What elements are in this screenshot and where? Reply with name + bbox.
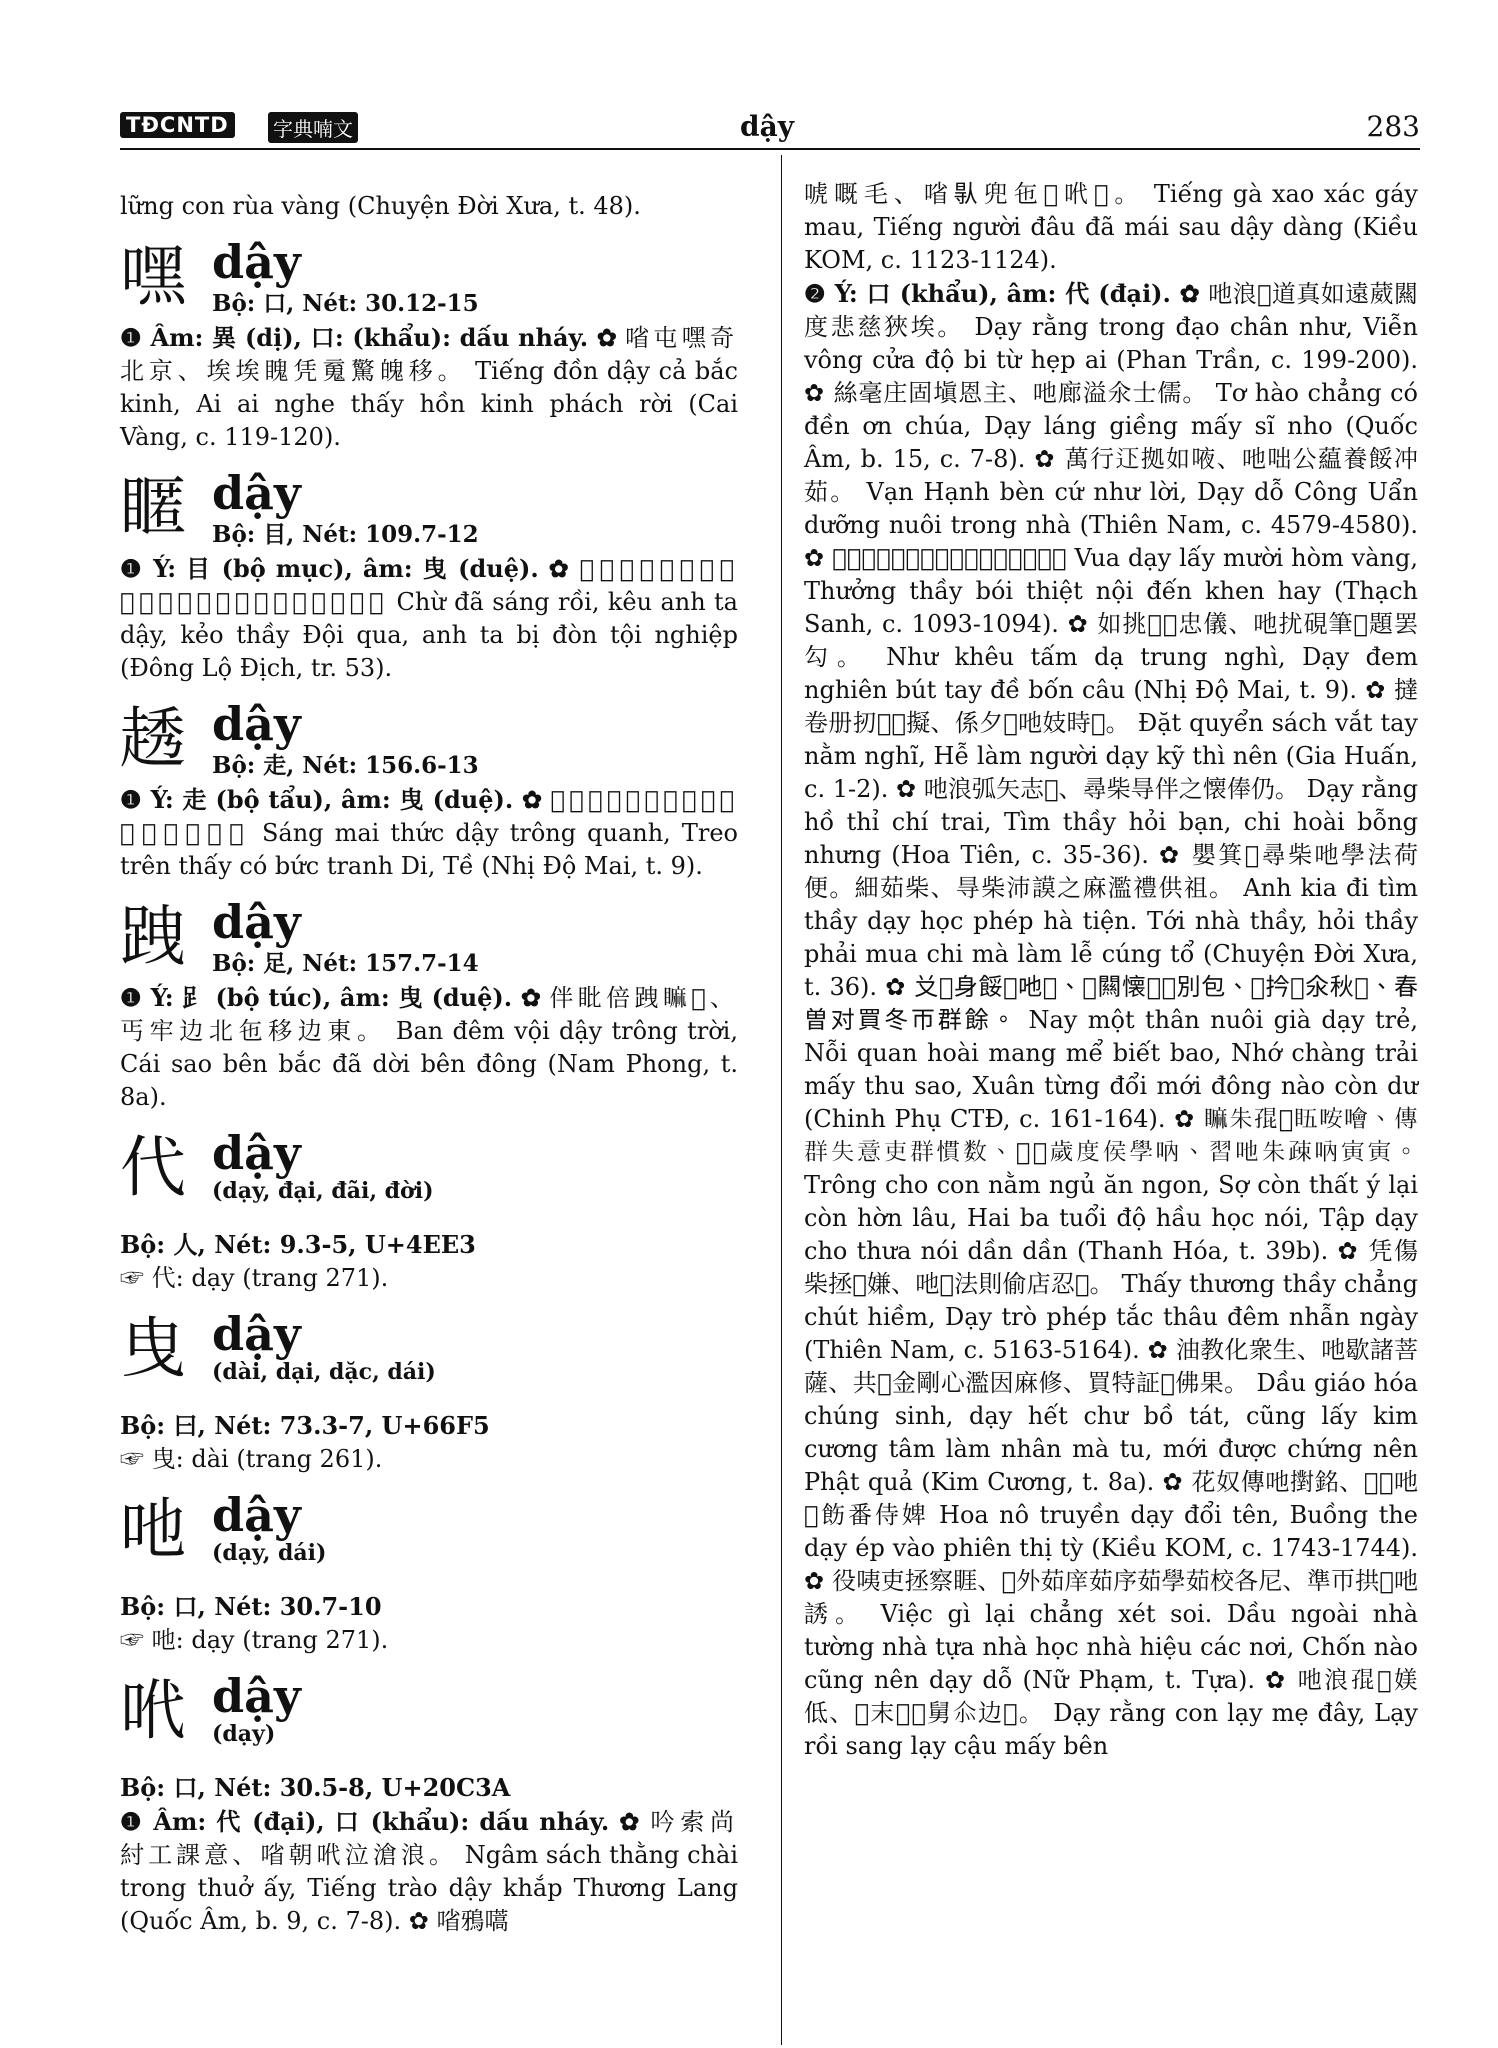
- entry-head: [120, 468, 738, 552]
- radical-info: Bộ: 口, Nét: 30.7-10: [120, 1592, 382, 1621]
- headword-char: 跩: [120, 898, 186, 975]
- entry-head: [120, 1309, 738, 1409]
- radical-info: Bộ: 走, Nét: 156.6-13: [212, 752, 479, 779]
- sense-line: ❷ Ý: 口 (khẩu), âm: 代 (đại). ✿: [804, 279, 1201, 308]
- variant-readings: (dạy): [212, 1721, 276, 1747]
- continued-quote: 唬嘅毛、㗂𠊛兜㐌𠾕𠰺𣅙。 Tiếng gà xao xác gáy mau, Tiếng người đâu đã mái sau dậy dàng (Kiều KOM, c. 1123-1124).: [804, 180, 1418, 274]
- headword-char: 䁥: [120, 469, 186, 546]
- header-rule: [120, 148, 1420, 150]
- definition: [120, 981, 738, 1114]
- headword: dậy: [212, 1126, 301, 1180]
- radical-info: Bộ: 人, Nét: 9.3-5, U+4EE3: [120, 1230, 476, 1259]
- entry-8: [120, 1671, 738, 1938]
- entry-head: [120, 897, 738, 981]
- sense-2: [804, 277, 1418, 1763]
- entry-6: [120, 1309, 738, 1476]
- entry-head: [120, 1128, 738, 1228]
- radical-info: Bộ: 曰, Nét: 73.3-7, U+66F5: [120, 1411, 490, 1440]
- radical-info: Bộ: 足, Nét: 157.7-14: [212, 950, 479, 977]
- sense-line: ❶ Ý: 目 (bộ mục), âm: 曳 (duệ). ✿: [120, 554, 571, 583]
- entry-1: [120, 237, 738, 454]
- translation: Ban đêm vội dậy trông trời, Cái sao bên bắc đã dời bên đông (Nam Phong, t. 8a).: [120, 1017, 738, 1111]
- sense-line: ❶ Âm: 異 (dị), 口: (khẩu): dấu nháy. ✿: [120, 323, 618, 352]
- sense-2-body: 吔浪𨀈道真如遠葳闗度悲慈狹埃。 Dạy rằng trong đạo chân như, Viễn vông cửa độ bi từ hẹp ai (Phan Trần, c. 199-200). ✿ 絲毫庄固塡恩主、吔廊溢氽士儒。 Tơ hào chẳng có đền ơn chúa, Dạy láng giềng mấy sĩ nho (Quốc Âm, b. 15, c. 7-8). ✿ 萬行𨑜拠如㖡、吔咄公藴養餒冲茹。 Vạn Hạnh bèn cứ như lời, Dạy dỗ Công Uẩn dưỡng nuôi trong nhà (Thiên Nam, c. 4579-4580). ✿ 𤤰吔袒辻𠀧鐄、賞柴卟実内細𠸒台。 Vua dạy lấy mười hòm vàng, Thưởng thầy bói thiệt nội đến khen hay (Thạch Sanh, c. 1093-1094). ✿ 如挑𦛋𦛋忠儀、吔扰硯筆𢬣題罢勾。 Như khêu tấm dạ trung nghì, Dạy đem nghiên bút tay đề bốn câu (Nhị Độ Mai, t. 9). ✿ 撻卷册扨𢬣𦣰擬、係夕𠊛吔妓時𨁪。 Đặt quyển sách vắt tay nằm nghĩ, Hễ làm người dạy kỹ thì nên (Gia Huấn, c. 1-2). ✿ 吔浪弧矢志𠸒、尋柴㝵伴之懐俸仍。 Dạy rằng hồ thỉ chí trai, Tìm thầy hỏi bạn, chi hoài bỗng nhưng (Hoa Tiên, c. 35-36). ✿ 嬰箕𧼋尋柴吔學法荷便。細茹柴、㝵柴沛謨之麻濫禮供祖。 Anh kia đi tìm thầy dạy học phép hà tiện. Tới nhà thầy, hỏi thầy phải mua chi mà làm lễ cúng tổ (Chuyện Đời Xưa, t. 36). ✿ 𠬠𦛌身餒𦓅吔𠀲、𢬣闗懐𣚻𤽗別包、𡢼扲𥒥氽秋𨂼、春曽对買冬帀群餘。 Nay một thân nuôi già dạy trẻ, Nỗi quan hoài mang mể biết bao, Nhớ chàng trải mấy thu sao, Xuân từng đổi mới đông nào còn dư (Chinh Phụ CTĐ, c. 161-164). ✿ 𥊚朱𡥵𦣰𥄬咹噲、傳群失意吏群慣数、𠄼𠀧歲度侯學吶、習吔朱疎吶寅寅。 Trông cho con nằm ngủ ăn ngon, Sợ còn thất ý lại còn hờn lâu, Hai ba tuổi độ hầu học nói, Tập dạy cho thưa nói dần dần (Thanh Hóa, t. 39b). ✿ 凭傷柴拯𢧚嫌、吔𡗉法則偷店忍𣈜。 Thấy thương thầy chẳng chút hiềm, Dạy trò phép tắc thâu đêm nhẫn ngày (Thiên Nam, c. 5163-5164). ✿ 油教化衆生、吔歇諸菩薩、共𥙩金剛心濫因麻修、買特証𢧚佛果。 Dầu giáo hóa chúng sinh, dạy hết chư bồ tát, cũng lấy kim cương tâm làm nhân mà tu, mới được chứng nên Phật quả (Kim Cương, t. 8a). ✿ 花奴傳吔𢷮銘、𡞕𥵢吔𠾕飭番侍婢 Hoa nô truyền dạy đổi tên, Buồng the dạy ép vào phiên thị tỳ (Kiều KOM, c. 1743-1744). ✿ 役咦吏拯察睚、𠓨外茹庠茹序茹學茹校各尼、準帀拱𢧚吔誘。 Việc gì lại chẳng xét soi. Dầu ngoài nhà tường nhà tựa nhà học nhà hiệu các nơi, Chốn nào cũng nên dạy dỗ (Nữ Phạm, t. Tựa). ✿ 吔浪𡥵𥚄媄低、𥚄末𨖅𥚄舅𠇍边𥐇。 Dạy rằng con lạy mẹ đây, Lạy rồi sang lạy cậu mấy bên: [804, 280, 1418, 1760]
- entry-head: [120, 237, 738, 321]
- cross-reference[interactable]: ☞ 曳: dài (trang 261).: [120, 1445, 383, 1473]
- headword: dậy: [212, 1488, 301, 1542]
- sense-line: ❶ Ý: 𧾷 (bộ túc), âm: 曳 (duệ). ✿: [120, 983, 542, 1012]
- nom-quote: 㗂屯嘿奇北京、埃埃䁛凭䰟驚魄移。: [120, 324, 739, 385]
- entry-head: [120, 699, 738, 783]
- entry-7: [120, 1490, 738, 1657]
- nom-logo: 字典喃文: [268, 112, 358, 143]
- page-number: 283: [1366, 110, 1420, 143]
- nom-quote: 吟索尚紂工課意、㗂朝𠰺泣滄浪。: [120, 1808, 738, 1869]
- page-header: [120, 108, 1420, 148]
- headword: dậy: [212, 466, 301, 520]
- variant-readings: (dài, dại, dặc, dái): [212, 1359, 436, 1385]
- headword-char: 曳: [120, 1310, 186, 1387]
- headword-char: 䞬: [120, 700, 186, 777]
- right-column: [804, 178, 1418, 1763]
- definition: [120, 783, 738, 883]
- definition: [120, 1805, 738, 1938]
- continuation-text: lững con rùa vàng (Chuyện Đời Xưa, t. 48).: [120, 192, 641, 220]
- headword-char: 吔: [120, 1491, 186, 1568]
- headword: dậy: [212, 1307, 301, 1361]
- entry-4: [120, 897, 738, 1114]
- nom-quote: 伴䀝倍跩𥊚𡗶、丐牢边北㐌移边東。: [120, 984, 738, 1045]
- entry-2: [120, 468, 738, 685]
- translation: Ngâm sách thằng chài trong thuở ấy, Tiếng trào dậy khắp Thương Lang (Quốc Âm, b. 9, c. 7-8). ✿ 㗂鴉嚆: [120, 1841, 738, 1935]
- headword: dậy: [212, 697, 301, 751]
- sense-line: ❶ Ý: 走 (bộ tẩu), âm: 曳 (duệ). ✿: [120, 785, 543, 814]
- nom-quote: 𠽋㐌創末、叫英些䁥、矯柴隊戈、英些被扽罪業。: [120, 555, 738, 616]
- headword-char: 𠰺: [120, 1672, 186, 1749]
- definition: [120, 552, 738, 685]
- entry-head: [120, 1671, 738, 1771]
- headword: dậy: [212, 895, 301, 949]
- entry-head: [120, 1490, 738, 1590]
- translation: Tiếng đồn dậy cả bắc kinh, Ai ai nghe thấy hồn kinh phách rời (Cai Vàng, c. 119-120).: [120, 357, 738, 451]
- entry-3: [120, 699, 738, 883]
- cross-reference[interactable]: ☞ 吔: dạy (trang 271).: [120, 1626, 389, 1654]
- radical-info: Bộ: 口, Nét: 30.5-8, U+20C3A: [120, 1773, 511, 1802]
- left-column: [120, 190, 738, 1938]
- radical-info: Bộ: 口, Nét: 30.12-15: [212, 290, 479, 317]
- headword-char: 代: [120, 1129, 186, 1206]
- translation: Sáng mai thức dậy trông quanh, Treo trên thấy có bức tranh Di, Tề (Nhị Độ Mai, t. 9).: [120, 819, 738, 880]
- headword-char: 嘿: [120, 238, 186, 315]
- variant-readings: (dạy, dái): [212, 1540, 327, 1566]
- column-divider: [781, 155, 782, 2045]
- running-title: dậy: [740, 110, 794, 143]
- headword: dậy: [212, 1669, 301, 1723]
- definition: [120, 321, 738, 454]
- dictionary-logo: TĐCNTD: [120, 112, 235, 138]
- nom-quote: 𣋽晁𥉫䞬𥊚䀡、撩𨕭凭固幅峥夷齊。: [120, 786, 739, 847]
- entry-5: [120, 1128, 738, 1295]
- sense-line: ❶ Âm: 代 (đại), 口 (khẩu): dấu nháy. ✿: [120, 1807, 642, 1836]
- radical-info: Bộ: 目, Nét: 109.7-12: [212, 521, 479, 548]
- variant-readings: (dạy, đại, đãi, đời): [212, 1178, 434, 1204]
- translation: Chừ đã sáng rồi, kêu anh ta dậy, kẻo thầy Đội qua, anh ta bị đòn tội nghiệp (Đông Lộ Địch, tr. 53).: [120, 588, 738, 682]
- cross-reference[interactable]: ☞ 代: dạy (trang 271).: [120, 1264, 389, 1292]
- headword: dậy: [212, 235, 301, 289]
